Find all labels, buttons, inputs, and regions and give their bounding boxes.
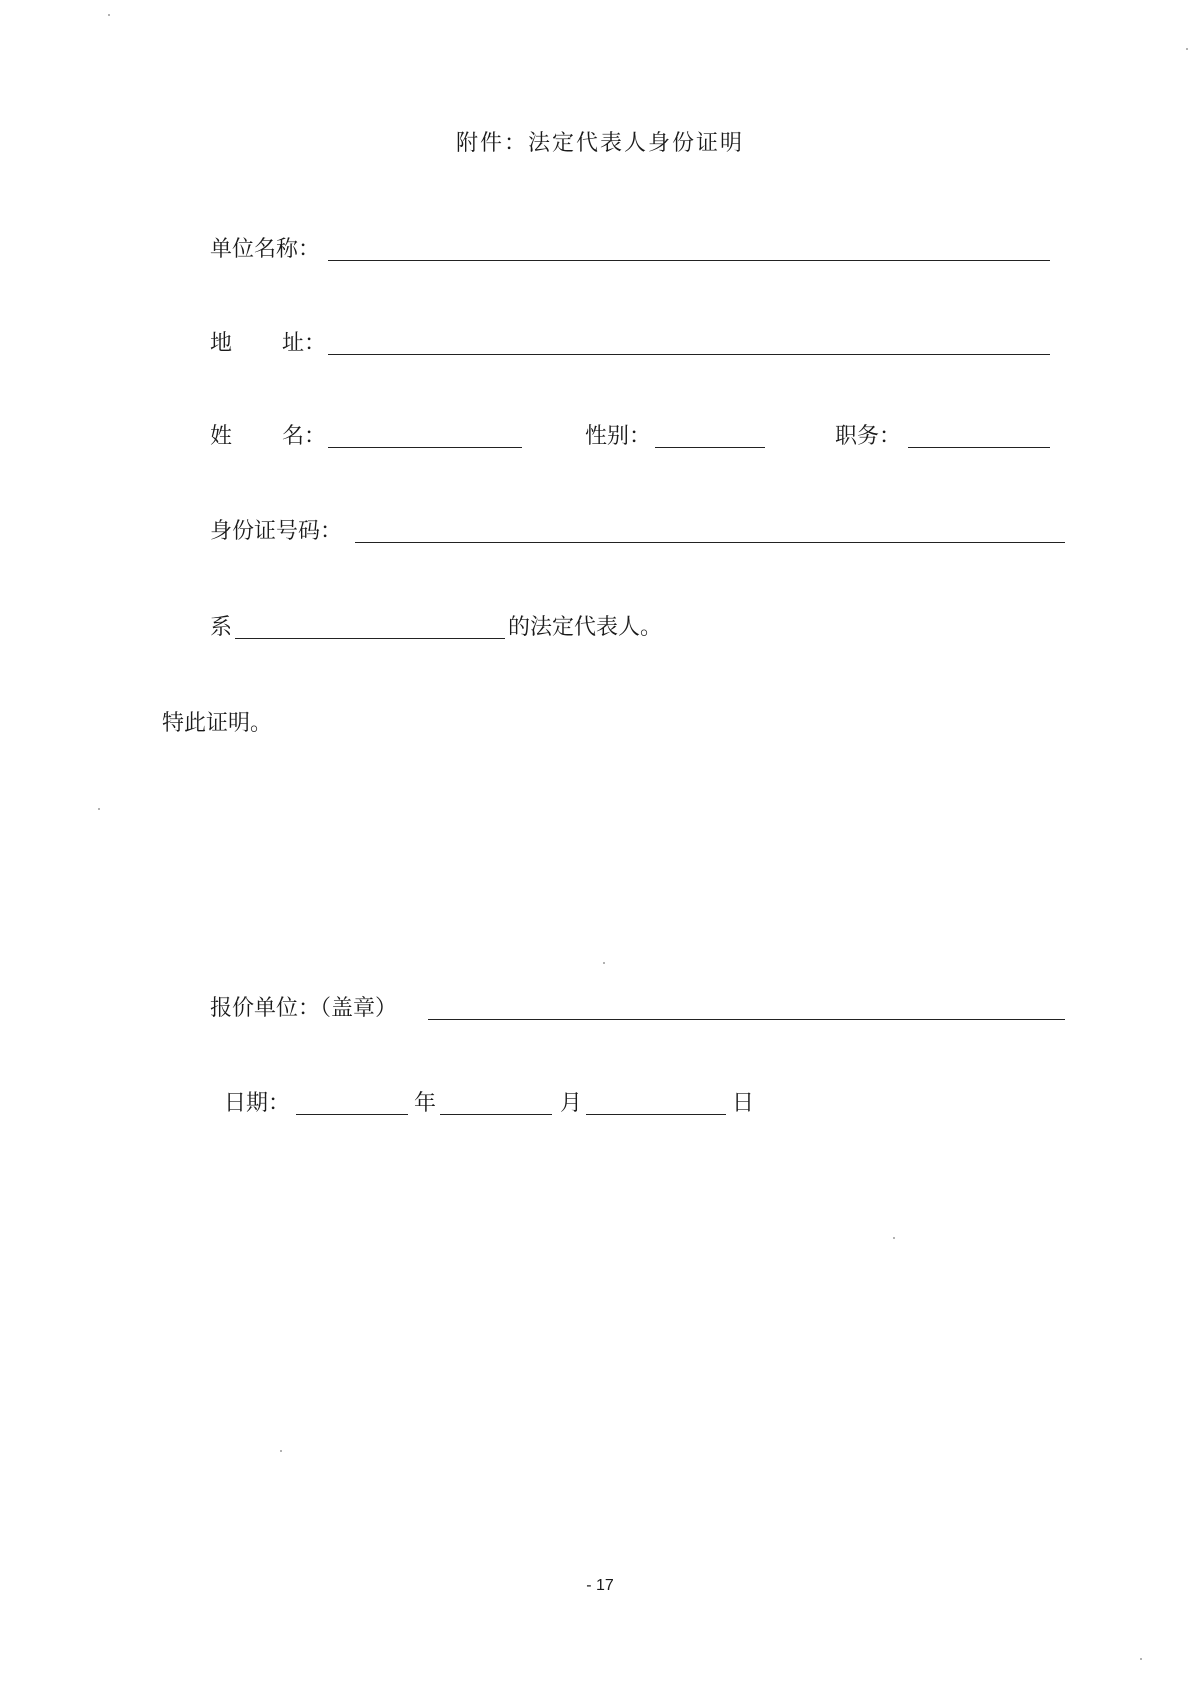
- page-title: 附件：法定代表人身份证明: [455, 131, 744, 156]
- day-label: 日: [732, 1091, 755, 1116]
- signature-label: 报价单位：（盖章）: [210, 996, 398, 1021]
- signature-row: [210, 995, 1065, 1023]
- date-label: 日期：: [224, 1091, 291, 1116]
- personal-info-row: [210, 423, 1050, 451]
- company-blank[interactable]: [235, 638, 505, 639]
- scan-speck: [1140, 1658, 1142, 1660]
- scan-speck: [98, 808, 100, 810]
- scan-speck: [108, 14, 110, 16]
- relation-prefix: 系: [210, 615, 233, 640]
- day-blank[interactable]: [586, 1114, 726, 1115]
- signature-blank[interactable]: [428, 1019, 1065, 1020]
- id-number-blank[interactable]: [355, 542, 1065, 543]
- scan-speck: [603, 962, 605, 964]
- year-blank[interactable]: [296, 1114, 408, 1115]
- page-number: - 17: [586, 1577, 614, 1594]
- address-row: [210, 330, 1050, 358]
- scan-speck: [280, 1450, 282, 1452]
- position-label: 职务：: [835, 424, 902, 449]
- address-label-char1: 地: [210, 331, 233, 356]
- name-blank[interactable]: [328, 447, 522, 448]
- gender-label: 性别：: [585, 424, 652, 449]
- scan-speck: [1186, 48, 1188, 50]
- scan-speck: [893, 1237, 895, 1239]
- statement-row: [162, 710, 362, 738]
- id-number-row: [210, 518, 1065, 546]
- unit-name-row: [210, 236, 1050, 264]
- certification-statement: 特此证明。: [162, 711, 273, 736]
- name-label-char2: 名：: [282, 424, 327, 449]
- relation-suffix: 的法定代表人。: [508, 615, 663, 640]
- year-label: 年: [414, 1091, 437, 1116]
- month-label: 月: [560, 1091, 583, 1116]
- address-blank[interactable]: [328, 354, 1050, 355]
- id-number-label: 身份证号码：: [210, 519, 343, 544]
- position-blank[interactable]: [908, 447, 1050, 448]
- address-label-char2: 址：: [282, 331, 327, 356]
- name-label-char1: 姓: [210, 424, 233, 449]
- gender-blank[interactable]: [655, 447, 765, 448]
- unit-name-label: 单位名称：: [210, 237, 321, 262]
- date-row: [224, 1090, 764, 1118]
- month-blank[interactable]: [440, 1114, 552, 1115]
- relation-row: [210, 614, 710, 642]
- unit-name-blank[interactable]: [328, 260, 1050, 261]
